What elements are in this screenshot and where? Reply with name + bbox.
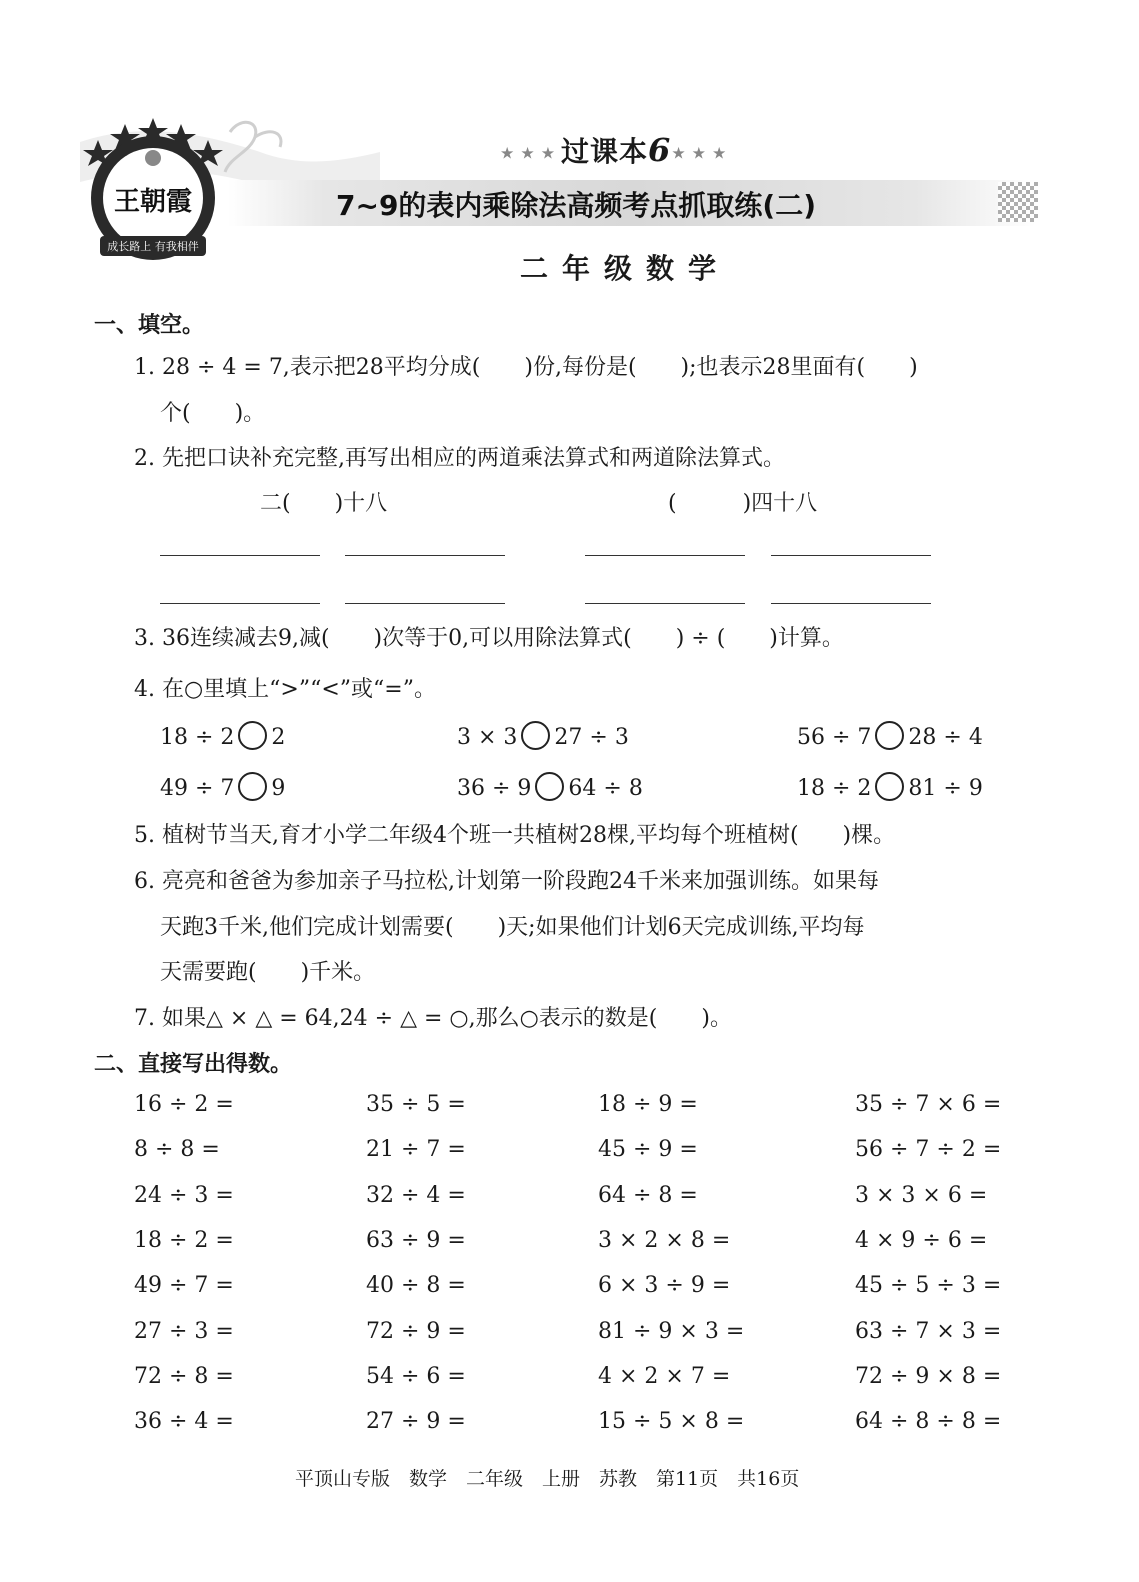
answer-blank[interactable] <box>160 603 320 604</box>
answer-blank[interactable] <box>160 555 320 556</box>
section-2-heading: 二、直接写出得数。 <box>94 1052 293 1077</box>
calc-item[interactable]: 81 ÷ 9 × 3 = <box>598 1319 745 1344</box>
compare-circle[interactable] <box>535 772 564 801</box>
calc-item[interactable]: 54 ÷ 6 = <box>366 1364 466 1389</box>
calc-item[interactable]: 15 ÷ 5 × 8 = <box>598 1409 745 1434</box>
compare-item: 18 ÷ 2 2 <box>160 721 285 750</box>
checker-decoration <box>998 182 1038 222</box>
answer-blank[interactable] <box>771 603 931 604</box>
compare-item: 49 ÷ 7 9 <box>160 772 285 801</box>
calc-item[interactable]: 63 ÷ 7 × 3 = <box>855 1319 1002 1344</box>
answer-blank[interactable] <box>345 555 505 556</box>
calc-item[interactable]: 45 ÷ 5 ÷ 3 = <box>855 1273 1002 1298</box>
calc-item[interactable]: 27 ÷ 3 = <box>134 1319 234 1344</box>
publisher-logo <box>78 118 228 268</box>
calc-item[interactable]: 64 ÷ 8 ÷ 8 = <box>855 1409 1002 1434</box>
question-2-rhyme-right: ( )四十八 <box>668 491 818 516</box>
calc-item[interactable]: 56 ÷ 7 ÷ 2 = <box>855 1137 1002 1162</box>
calc-item[interactable]: 35 ÷ 5 = <box>366 1092 466 1117</box>
page-title: 7~9的表内乘除法高频考点抓取练(二) <box>336 189 817 222</box>
calc-item[interactable]: 18 ÷ 9 = <box>598 1092 698 1117</box>
answer-blank[interactable] <box>585 603 745 604</box>
calc-item[interactable]: 35 ÷ 7 × 6 = <box>855 1092 1002 1117</box>
calc-item[interactable]: 8 ÷ 8 = <box>134 1137 220 1162</box>
calc-item[interactable]: 24 ÷ 3 = <box>134 1183 234 1208</box>
calc-item[interactable]: 36 ÷ 4 = <box>134 1409 234 1434</box>
question-6-line-2: 天跑3千米,他们完成计划需要( )天;如果他们计划6天完成训练,平均每 <box>160 915 865 940</box>
question-4: 4. 在○里填上“>”“<”或“=”。 <box>134 677 436 702</box>
compare-item: 56 ÷ 7 28 ÷ 4 <box>797 721 983 750</box>
calc-item[interactable]: 18 ÷ 2 = <box>134 1228 234 1253</box>
compare-circle[interactable] <box>875 772 904 801</box>
calc-item[interactable]: 45 ÷ 9 = <box>598 1137 698 1162</box>
compare-circle[interactable] <box>521 721 550 750</box>
svg-text:王朝霞: 王朝霞 <box>113 187 193 217</box>
calc-item[interactable]: 6 × 3 ÷ 9 = <box>598 1273 731 1298</box>
answer-blank[interactable] <box>345 603 505 604</box>
calc-item[interactable]: 72 ÷ 9 = <box>366 1319 466 1344</box>
question-2: 2. 先把口诀补充完整,再写出相应的两道乘法算式和两道除法算式。 <box>134 446 785 471</box>
page-footer: 平顶山专版 数学 二年级 上册 苏教 第11页 共16页 <box>295 1468 800 1490</box>
calc-item[interactable]: 40 ÷ 8 = <box>366 1273 466 1298</box>
subject-title: 二年级数学 <box>520 252 731 285</box>
question-5: 5. 植树节当天,育才小学二年级4个班一共植树28棵,平均每个班植树( )棵。 <box>134 823 896 848</box>
question-2-rhyme-left: 二( )十八 <box>260 491 388 516</box>
calc-item[interactable]: 72 ÷ 8 = <box>134 1364 234 1389</box>
calc-item[interactable]: 4 × 9 ÷ 6 = <box>855 1228 988 1253</box>
calc-item[interactable]: 3 × 2 × 8 = <box>598 1228 731 1253</box>
compare-item: 36 ÷ 9 64 ÷ 8 <box>457 772 643 801</box>
calc-item[interactable]: 21 ÷ 7 = <box>366 1137 466 1162</box>
compare-item: 3 × 3 27 ÷ 3 <box>457 721 629 750</box>
calc-item[interactable]: 32 ÷ 4 = <box>366 1183 466 1208</box>
calc-item[interactable]: 63 ÷ 9 = <box>366 1228 466 1253</box>
question-6-line-3: 天需要跑( )千米。 <box>160 960 376 985</box>
calc-item[interactable]: 72 ÷ 9 × 8 = <box>855 1364 1002 1389</box>
compare-item: 18 ÷ 2 81 ÷ 9 <box>797 772 983 801</box>
calc-item[interactable]: 27 ÷ 9 = <box>366 1409 466 1434</box>
question-1-line-1: 1. 28 ÷ 4 = 7,表示把28平均分成( )份,每份是( );也表示28里面有( ) <box>134 355 918 380</box>
section-1-heading: 一、填空。 <box>94 313 205 338</box>
series-label: ★★★过课本6★★★ <box>500 131 733 169</box>
question-3: 3. 36连续减去9,减( )次等于0,可以用除法算式( ) ÷ ( )计算。 <box>134 626 844 651</box>
question-7: 7. 如果△ × △ = 64,24 ÷ △ = ○,那么○表示的数是( )。 <box>134 1006 732 1031</box>
compare-circle[interactable] <box>238 721 267 750</box>
calc-item[interactable]: 16 ÷ 2 = <box>134 1092 234 1117</box>
compare-circle[interactable] <box>238 772 267 801</box>
answer-blank[interactable] <box>771 555 931 556</box>
question-1-line-2: 个( )。 <box>160 401 266 426</box>
calc-item[interactable]: 64 ÷ 8 = <box>598 1183 698 1208</box>
svg-text:成长路上 有我相伴: 成长路上 有我相伴 <box>107 240 199 253</box>
calc-item[interactable]: 49 ÷ 7 = <box>134 1273 234 1298</box>
calc-item[interactable]: 4 × 2 × 7 = <box>598 1364 731 1389</box>
answer-blank[interactable] <box>585 555 745 556</box>
question-6-line-1: 6. 亮亮和爸爸为参加亲子马拉松,计划第一阶段跑24千米来加强训练。如果每 <box>134 869 879 894</box>
calc-item[interactable]: 3 × 3 × 6 = <box>855 1183 988 1208</box>
compare-circle[interactable] <box>875 721 904 750</box>
